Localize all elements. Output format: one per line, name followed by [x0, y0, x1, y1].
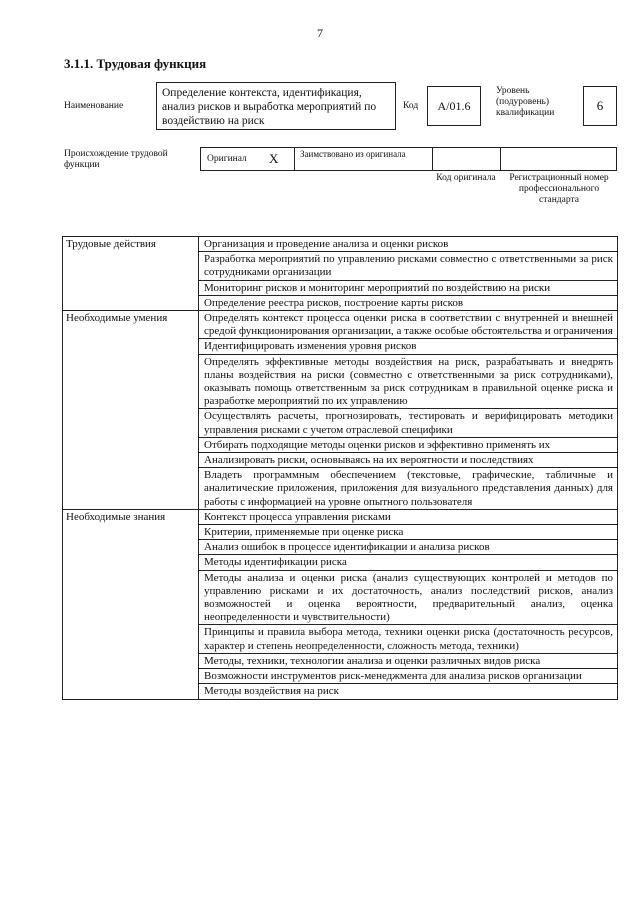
- function-table: [62, 236, 618, 700]
- borrowed-label: Заимствовано из оригинала: [300, 149, 406, 159]
- list-item: Методы идентификации риска: [199, 555, 618, 570]
- section-title: 3.1.1. Трудовая функция: [64, 56, 207, 71]
- list-item: Осуществлять расчеты, прогнозировать, тестировать и верифицировать методики управления рисками с учетом отраслевой специфики: [199, 409, 618, 437]
- list-item: Методы анализа и оценки риска (анализ существующих контролей и методов по управлению рисками и их достаточность, анализ последствий рисков, анализ возможностей и оценка вероятности, предварительный анализ, оценка неопределенности и чувствительности): [199, 570, 618, 625]
- original-label: Оригинал: [207, 154, 247, 164]
- page-number: 7: [317, 26, 323, 40]
- origin-label: Происхождение трудовой функции: [64, 149, 168, 170]
- function-name-box: Определение контекста, идентификация, анализ рисков и выработка мероприятий по воздействию на риск: [156, 82, 396, 130]
- list-item: Возможности инструментов риск-менеджмента для анализа рисков организации: [199, 669, 618, 684]
- section-title-knowledge: Необходимые знания: [63, 509, 199, 699]
- list-item: Разработка мероприятий по управлению рисками совместно с ответственными за риск сотрудниками организации: [199, 252, 618, 280]
- list-item: Анализировать риски, основываясь на их вероятности и последствиях: [199, 453, 618, 468]
- list-item: Определять контекст процесса оценки риска в соответствии с внутренней и внешней средой функционирования организации, а также особые обстоятельства и ограничения: [199, 311, 618, 339]
- registration-number-cell: [500, 147, 617, 171]
- table-row: [63, 509, 618, 524]
- list-item: Контекст процесса управления рисками: [199, 509, 618, 524]
- section-title-labor-actions: Трудовые действия: [63, 237, 199, 311]
- list-item: Отбирать подходящие методы оценки рисков и эффективно применять их: [199, 437, 618, 452]
- list-item: Организация и проведение анализа и оценки рисков: [199, 237, 618, 252]
- list-item: Мониторинг рисков и мониторинг мероприятий по воздействию на риски: [199, 280, 618, 295]
- borrowed-cell: [294, 147, 433, 171]
- code-caption: Код оригинала: [436, 173, 496, 183]
- registration-caption: Регистрационный номер профессионального стандарта: [509, 173, 609, 205]
- code-label: Код: [403, 101, 419, 111]
- list-item: Методы воздействия на риск: [199, 684, 618, 699]
- table-row: [63, 311, 618, 339]
- original-code-cell: [432, 147, 501, 171]
- qualification-level-box: 6: [583, 86, 617, 126]
- list-item: Критерии, применяемые при оценке риска: [199, 525, 618, 540]
- original-mark: X: [269, 151, 279, 166]
- list-item: Принципы и правила выбора метода, техники оценки риска (достаточность ресурсов, характер и степень неопределенности, сложность метода, техники): [199, 625, 618, 653]
- section-title-skills: Необходимые умения: [63, 311, 199, 510]
- list-item: Методы, техники, технологии анализа и оценки различных видов риска: [199, 653, 618, 668]
- function-code-box: A/01.6: [427, 86, 481, 126]
- original-cell: [200, 147, 295, 171]
- list-item: Идентифицировать изменения уровня рисков: [199, 339, 618, 354]
- list-item: Владеть программным обеспечением (текстовые, графические, табличные и аналитические приложения, приложения для визуального представления данных) для работы с информацией на уровне опытного пользователя: [199, 468, 618, 510]
- list-item: Определять эффективные методы воздействия на риск, разрабатывать и внедрять планы воздействия на риски (совместно с ответственными за риск сотрудниками), оказывать помощь ответственным за риск сотрудникам в правильной оценке риска и разработке мероприятий по их управлению: [199, 354, 618, 409]
- level-label: Уровень (подуровень) квалификации: [496, 86, 555, 118]
- name-label: Наименование: [64, 101, 124, 111]
- list-item: Анализ ошибок в процессе идентификации и анализа рисков: [199, 540, 618, 555]
- list-item: Определение реестра рисков, построение карты рисков: [199, 295, 618, 310]
- table-row: [63, 237, 618, 252]
